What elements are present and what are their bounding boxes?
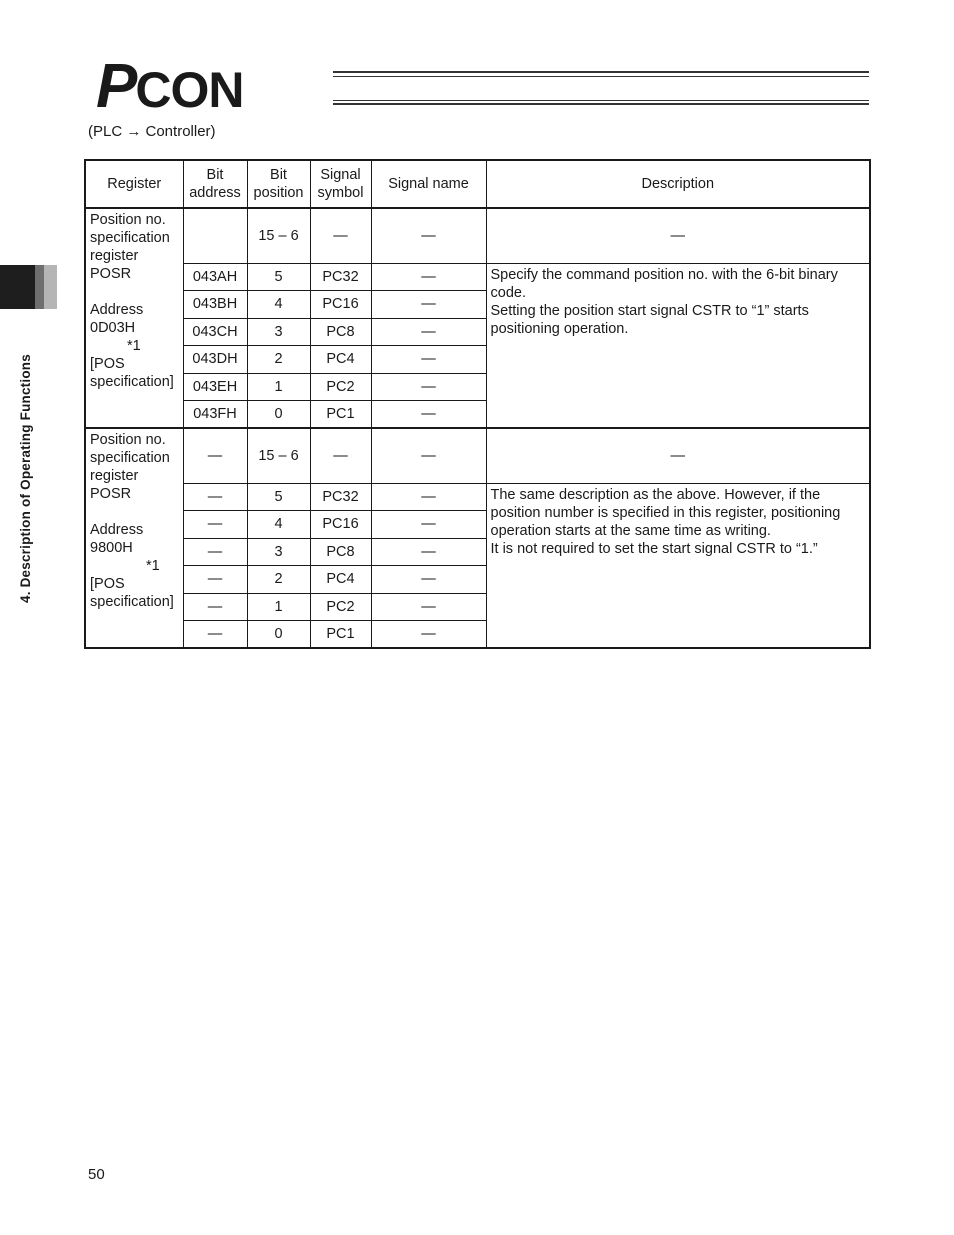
signal-name-cell: — xyxy=(371,538,486,565)
col-description: Description xyxy=(486,160,870,208)
description-cell xyxy=(486,263,870,428)
bit-position-cell: 15 – 6 xyxy=(247,428,310,483)
register-group xyxy=(85,428,870,648)
signal-name-cell: — xyxy=(371,290,486,318)
bit-position-cell: 2 xyxy=(247,345,310,373)
bit-position-cell: 4 xyxy=(247,510,310,538)
bit-address-cell: 043DH xyxy=(183,345,247,373)
chapter-side-label: 4. Description of Operating Functions xyxy=(18,354,33,603)
description-line: It is not required to set the start signal CSTR to “1.” xyxy=(490,540,818,557)
register-line: specification] xyxy=(90,374,174,390)
register-line: 0D03H xyxy=(90,320,136,336)
signal-symbol-cell: PC32 xyxy=(310,483,371,510)
bit-position-cell: 0 xyxy=(247,400,310,428)
signal-name-cell: — xyxy=(371,510,486,538)
bit-position-cell: 0 xyxy=(247,620,310,648)
register-line: *1 xyxy=(127,338,141,354)
bit-position-cell: 3 xyxy=(247,318,310,345)
bit-position-cell: 5 xyxy=(247,263,310,290)
register-line: *1 xyxy=(146,558,160,574)
bit-address-cell: 043FH xyxy=(183,400,247,428)
bit-address-cell: 043CH xyxy=(183,318,247,345)
signal-symbol-cell: PC1 xyxy=(310,400,371,428)
direction-caption: (PLC → Controller) xyxy=(88,123,216,140)
signal-symbol-cell: PC4 xyxy=(310,565,371,593)
bit-position-cell: 3 xyxy=(247,538,310,565)
signal-symbol-cell: PC32 xyxy=(310,263,371,290)
table-row xyxy=(85,428,870,483)
bit-address-cell: — xyxy=(183,483,247,510)
register-line: register xyxy=(90,468,139,484)
signal-name-cell: — xyxy=(371,208,486,263)
register-line: specification] xyxy=(90,594,174,610)
signal-symbol-cell: PC2 xyxy=(310,373,371,400)
description-line: Specify the command position no. with the 6-bit binary code. xyxy=(490,266,838,301)
signal-symbol-cell: PC8 xyxy=(310,538,371,565)
register-line: POSR xyxy=(90,266,132,282)
description-line: The same description as the above. However, if the position number is specified in this register, positioning operation starts at the same time as writing. xyxy=(490,486,841,539)
description-cell xyxy=(486,483,870,648)
register-line: register xyxy=(90,248,139,264)
register-line: 9800H xyxy=(90,540,133,556)
register-line: specification xyxy=(90,450,170,466)
header-rules xyxy=(333,71,869,105)
bit-address-cell: — xyxy=(183,428,247,483)
signal-symbol-cell: — xyxy=(310,208,371,263)
register-line: Position no. xyxy=(90,212,166,228)
table-row xyxy=(85,483,870,510)
table-header-row xyxy=(85,160,870,208)
signal-name-cell: — xyxy=(371,565,486,593)
bit-position-cell: 4 xyxy=(247,290,310,318)
pcon-logo: PCON xyxy=(96,52,244,121)
signal-name-cell: — xyxy=(371,345,486,373)
bit-address-cell: 043BH xyxy=(183,290,247,318)
bit-address-cell xyxy=(183,208,247,263)
bit-position-cell: 15 – 6 xyxy=(247,208,310,263)
signal-symbol-cell: PC1 xyxy=(310,620,371,648)
col-signal-name: Signal name xyxy=(371,160,486,208)
register-line: [POS xyxy=(90,576,125,592)
signal-name-cell: — xyxy=(371,483,486,510)
col-signal-symbol: Signal symbol xyxy=(310,160,371,208)
bit-address-cell: — xyxy=(183,510,247,538)
signal-symbol-cell: PC8 xyxy=(310,318,371,345)
signal-symbol-cell: PC2 xyxy=(310,593,371,620)
register-line xyxy=(90,283,179,301)
bit-position-cell: 1 xyxy=(247,373,310,400)
register-line: Address xyxy=(90,522,144,538)
bit-address-cell: — xyxy=(183,538,247,565)
signal-name-cell: — xyxy=(371,428,486,483)
signal-name-cell: — xyxy=(371,318,486,345)
signal-symbol-cell: — xyxy=(310,428,371,483)
description-cell: — xyxy=(486,208,870,263)
register-line: [POS xyxy=(90,356,125,372)
signal-symbol-cell: PC16 xyxy=(310,290,371,318)
register-line: Position no. xyxy=(90,432,166,448)
col-bit-address: Bit address xyxy=(183,160,247,208)
col-register: Register xyxy=(85,160,183,208)
page-number: 50 xyxy=(88,1166,105,1183)
bit-address-cell: — xyxy=(183,620,247,648)
signal-name-cell: — xyxy=(371,400,486,428)
register-cell xyxy=(85,428,183,648)
register-line: POSR xyxy=(90,486,132,502)
register-group xyxy=(85,208,870,428)
bit-position-cell: 1 xyxy=(247,593,310,620)
register-line: specification xyxy=(90,230,170,246)
chapter-tab-marker xyxy=(0,265,57,309)
signal-name-cell: — xyxy=(371,373,486,400)
bit-address-cell: 043AH xyxy=(183,263,247,290)
register-cell xyxy=(85,208,183,428)
description-cell: — xyxy=(486,428,870,483)
signal-name-cell: — xyxy=(371,593,486,620)
signal-symbol-cell: PC4 xyxy=(310,345,371,373)
table-row xyxy=(85,263,870,290)
register-line: Address xyxy=(90,302,144,318)
table-row xyxy=(85,208,870,263)
register-table xyxy=(84,159,871,649)
description-line: Setting the position start signal CSTR to “1” starts positioning operation. xyxy=(490,302,809,337)
signal-name-cell: — xyxy=(371,620,486,648)
signal-symbol-cell: PC16 xyxy=(310,510,371,538)
register-line xyxy=(90,503,179,521)
bit-address-cell: 043EH xyxy=(183,373,247,400)
bit-position-cell: 5 xyxy=(247,483,310,510)
col-bit-position: Bit position xyxy=(247,160,310,208)
bit-address-cell: — xyxy=(183,565,247,593)
bit-address-cell: — xyxy=(183,593,247,620)
signal-name-cell: — xyxy=(371,263,486,290)
bit-position-cell: 2 xyxy=(247,565,310,593)
